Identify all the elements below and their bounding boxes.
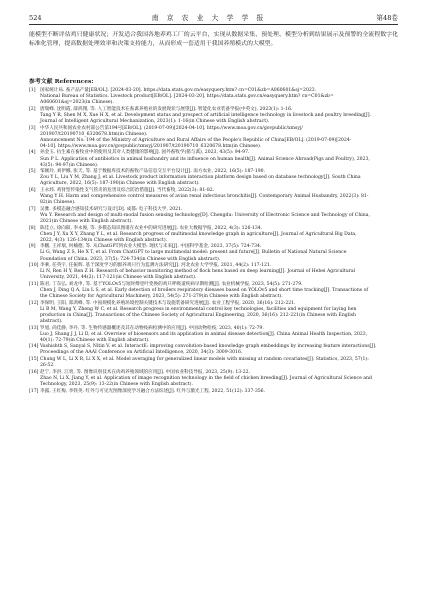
reference-line: 陈佳立, 徐向阳, 李永俊, 等. 多模态知识图谱在农业中的研究进展[J]. 农业大数据学报, 2022, 4(3): 126-134. [40,225,263,231]
reference-text [40,344,398,356]
reference-item [29,226,398,244]
reference-number: [9] [29,244,36,250]
reference-line: 国家统计局. 畜产品产量[EB/OL]. [2024-03-20]. https://data.stats.gov.cn/easyquery.htm? cn=C01&zb=A060601&sj=2023. [40,88,317,93]
reference-line: Technology, 2023, 25(9): 13-22(in Chinese with English abstract). [40,381,193,387]
reference-item [29,126,398,150]
reference-line: Wang Y H. Harm and comprehensive control measures of avian renal infectious bronchitis[J]. Contemporary Animal Husbandry, 2022(3): 81- [40,194,369,200]
reference-text [40,326,398,344]
reference-number: [7] [29,206,36,212]
reference-text [40,150,398,168]
reference-number: [14] [29,344,39,350]
reference-line: 罗旭, 尚佳静, 李丹, 等. 生物传感器概述及其在动物疫病检测中的应用[J]. 中国动物检疫, 2023, 40(1): 72-79. [40,325,264,331]
reference-line: Zou Y L, Liu Y M, Zhang J, et al. Livestock product information interaction platform design based on database technology[J]. South China [40,175,361,181]
reference-line: Chen J, Ding Q A, Liu L S, et al. Early detection of broilers respiratory diseases based on YOLOv5 and short time tracking[J]. Transactions of [40,288,369,293]
reference-item [29,244,398,262]
reference-number: [1] [29,88,36,93]
reference-item [29,88,398,106]
reference-item [29,188,398,206]
reference-line: Chen J Y, Xu X Y, Zhang Y L, et al. Research progress of multimodal knowledge graph in agriculture[J]. Journal of Agricultural Big Data, [40,231,357,237]
reference-line: Sun P L. Application of antibiotics in animal husbandry and its influence on human health[J]. Animal Science Abroad(Pigs and Poultry), 2023, [40,156,370,162]
reference-item [29,389,398,395]
reference-text [40,126,398,150]
reference-list [29,88,398,395]
volume-label: 第48卷 [376,14,398,22]
reference-text [40,370,398,388]
reference-number: [3] [29,125,36,131]
reference-line: 04-10]. https://www.moa.gov.cn/govpublic/xmsyj/201907/t20190710_6320678.htm(in Chinese). [40,143,262,149]
reference-item [29,370,398,388]
page-number: 524 [29,14,42,22]
reference-item [29,301,398,325]
reference-item [29,150,398,168]
reference-line: 李保明, 王阳, 郑鸿峰, 等. 中国规模化养殖环境控制关键技术与设施装备研究进展[J]. 农业工程学报, 2020, 36(16): 212-221. [40,300,296,306]
reference-line: Foundation of China, 2023, 37(5): 724-734(in Chinese with English abstract). [40,256,221,262]
reference-line: Tang Y R, Shen M X, Xue H X, et al. Development status and prospect of artificial intelligence technology in livestock and poultry breeding[J]. [40,112,371,118]
reference-number: [11] [29,281,39,287]
reference-line: 40(1): 72-79(in Chinese with English abstract). [40,337,150,343]
reference-number: [16] [29,369,39,375]
reference-text [40,188,398,206]
intro-paragraph: 能模型不断评估鸡只健康状况；开发适合我国各地养鸡工厂的云平台，实现从数据采集、预处理、模型分析到结果展示及预警的全流程数字化标准化管理，提高数据处理效率和决策支持能力，从而形成一套适用于我国养殖模式的大模型。 [29,32,398,48]
reference-line: 李乘, 任英宇, 任振辉. 基于深度学习的群养鸡只行为监测方法研究[J]. 河北农业大学学报, 2021, 44(2): 117-121. [40,263,272,269]
reference-item [29,326,398,344]
reference-line: the Chinese Society for Agricultural Machinery, 2023, 54(5): 271-279(in Chinese with English abstract). [40,294,283,300]
reference-line: 赵宁, 李洪, 江勇, 等. 图像识别技术在肉鸡养殖领域的应用[J]. 中国农业科技导报, 2023, 25(9): 13-22. [40,369,251,375]
reference-line: A060601&sj=2023(in Chinese). [40,100,114,106]
reference-text [40,244,398,262]
reference-line: Li G, Wang Z S, He X T, et al. From ChatGPT to large multimodal model: present and future[J]. Bulletin of National Natural Science [40,250,347,256]
reference-item [29,107,398,125]
reference-line: Agriculture, 2022, 16(5): 187-190(in Chinese with English abstract). [40,181,200,187]
reference-line: Announcement No. 194 of the Ministry of Agriculture and Rural Affairs of the People's Republic of China[EB/OL]. (2019-07-09)[2024- [40,137,352,143]
reference-line: Proceedings of the AAAI Conference on Artificial Intelligence, 2020, 34(3): 3009-3016. [40,350,243,356]
reference-line: 2021(in Chinese with English abstract). [40,218,133,224]
journal-title: 南 京 农 业 大 学 学 报 [151,14,267,22]
reference-line: 李鹏, 王祥瑞, 何楠德, 等. 从ChatGPT到农业大模型: 现状与未来[J]. 中国科学基金, 2023, 37(5): 724-734. [40,244,262,250]
reference-line: 邹刚玲, 刘伊娜, 张天, 等. 基于数据库技术的畜牧产品信息交互平台设计[J]. 南方农业, 2022, 16(5): 187-190. [40,169,266,175]
reference-text [40,282,398,300]
reference-line: 2022, 4(3): 126-134(in Chinese with English abstract). [40,237,168,243]
reference-item [29,263,398,281]
reference-line: National Bureau of Statistics. Livestock product[EB/OL]. [2024-03-20]. https://data.stats.gov.cn/easyquery.htm? cn=C01&zb= [40,94,334,100]
reference-number: [17] [29,388,39,394]
reference-item [29,169,398,187]
reference-line: Journal of Intelligent Agricultural Mechanization, 2023(1): 1-16(in Chinese with English abstract). [40,118,270,124]
reference-item [29,207,398,225]
reference-line: 26-52. [40,363,55,369]
reference-text [40,389,398,395]
reference-line: 82(in Chinese). [40,200,76,206]
reference-line: 孙金玉. 抗生素在畜牧业中的使用及其对人类健康的影响[J]. 国外畜牧学(猪与禽), 2023, 43(5): 94-97. [40,150,250,156]
reference-number: [15] [29,357,39,363]
reference-line: Li B M, Wang Y, Zheng W C, et al. Research progress in environmental control key technologies, facilities and equipment for laying hen [40,306,357,312]
reference-line: production in China[J]. Transactions of the Chinese Society of Agricultural Engineering, 2020, 36(16): 212-221(in Chinese with English [40,312,356,318]
reference-line: 201907/t20190710_6320678.htm(in Chinese). [40,131,148,137]
reference-number: [6] [29,188,36,193]
reference-line: University, 2021, 44(2): 117-121(in Chinese with English abstract). [40,275,197,281]
reference-line: 陈君, 丁东弘, 刘龙申, 等. 基于YOLOv5与短时傅里叶变换的鸡只呼吸道疾病早期检测[J]. 农业机械学报, 2023, 54(5): 271-279. [40,281,303,287]
reference-text [40,88,398,106]
reference-number: [10] [29,263,39,269]
reference-line: 吴雅. 多模态融合感知技术研究与设计[D]. 成都: 电子科技大学, 2021. [40,206,183,212]
reference-text [40,263,398,281]
reference-line: 李露, 王红梅, 李铁英. 红外与可见光图像深度学习融合方法综述[J]. 红外与激光工程, 2022, 51(12): 337-356. [40,388,266,394]
page-header [29,10,398,25]
reference-line: Vashishth S, Sanyal S, Nitin V, et al. InteractE: improving convolution-based knowledge graph embeddings by increasing feature interactions[J]. [40,344,377,350]
reference-line: Wu Y. Research and design of multi-modal fusion sensing technology[D]. Chengdu: University of Electronic Science and Technology of China, [40,212,370,218]
reference-number: [13] [29,325,39,331]
reference-line: abstract). [40,318,63,324]
reference-item [29,282,398,300]
reference-line: 王永炜. 鸡肾型传染性支气管炎的危害及综合防治措施[J]. 当代畜牧, 2022(3): 81-82. [40,188,215,193]
reference-text [40,357,398,369]
references-heading: 参考文献 References: [29,78,94,85]
reference-line: Zhao N, Li X, Jiang Y, et al. Application of image recognition technology in the field of chicken breeding[J]. Journal of Agricultural Science and [40,375,372,381]
reference-number: [4] [29,150,36,156]
reference-item [29,357,398,369]
reference-line: 中华人民共和国农业农村部公告第194号[EB/OL]. (2019-07-09)[2024-04-10]. https://www.moa.gov.cn/govpublic/xmsyj/ [40,125,303,131]
reference-text [40,107,398,125]
reference-number: [2] [29,106,36,112]
reference-number: [8] [29,225,36,231]
reference-line: Li N, Ren H Y, Ren Z H. Research of behavior monitoring method of flock hens based on deep learning[J]. Journal of Hebei Agricultural [40,269,356,275]
reference-text [40,207,398,225]
reference-line: 唐瑞峰, 沈明霞, 薛鸿翔, 等. 人工智能技术在畜禽养殖业的发展现状与展望[J]. 智能化农业装备学报(中英文), 2023(1): 1-16. [40,106,293,112]
reference-number: [12] [29,300,39,306]
reference-text [40,301,398,325]
reference-text [40,169,398,187]
reference-line: Chung W L, Li X R, Li X X, et al. Model averaging for generalized linear models with missing at random covariates[J]. Statistics, 2023, 57(1): [40,357,369,363]
reference-text [40,226,398,244]
reference-line: Luo J, Shang J J, Li D, et al. Overview of biosensors and its application in animal disease detection[J]. China Animal Health Inspection, 2023, [40,331,368,337]
reference-line: 43(5): 94-97(in Chinese). [40,162,99,168]
reference-number: [5] [29,169,36,175]
reference-item [29,344,398,356]
